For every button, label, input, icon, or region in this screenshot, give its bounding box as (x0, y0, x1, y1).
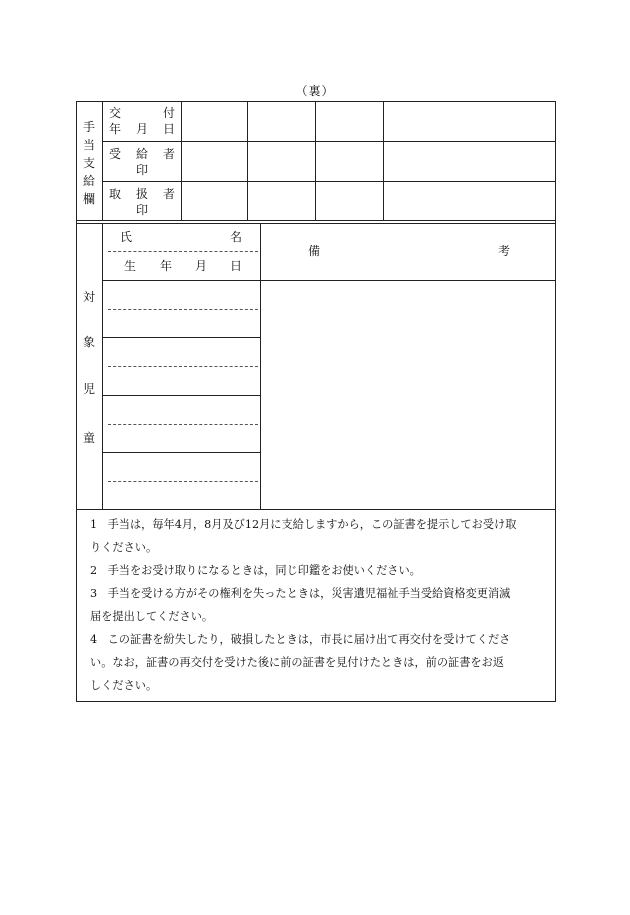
child-row-divider-3 (102, 452, 260, 453)
remarks-header-left: 備 (308, 244, 321, 258)
note-1-cont (90, 536, 157, 559)
side-char: 支 (82, 156, 95, 170)
note-number: 3 (90, 587, 98, 600)
handler-seal-label: 印 (136, 203, 149, 217)
dob-header-birth: 生 (124, 259, 137, 273)
dob-header-day: 日 (230, 259, 243, 273)
recipient-label-left: 受 (109, 147, 122, 161)
note-text: い。なお，証書の再交付を受けた後に前の証書を見付けたときは，前の証書をお返 (90, 656, 504, 669)
issue-date-month: 月 (136, 122, 149, 136)
note-text: りください。 (90, 541, 158, 554)
header-name-dob-divider (108, 251, 258, 252)
note-3 (90, 582, 510, 605)
recipient-label-right: 者 (163, 147, 176, 161)
note-text: 届を提出してください。 (90, 610, 214, 623)
page-title: （裏） (295, 84, 335, 98)
allowance-col-divider-1 (181, 101, 182, 221)
section-separator-bottom (76, 223, 556, 224)
note-2 (90, 559, 421, 582)
handler-label-mid: 扱 (136, 187, 149, 201)
note-1 (90, 513, 516, 536)
allowance-side-label (81, 120, 97, 210)
note-number: 1 (90, 518, 98, 531)
note-4 (90, 628, 510, 651)
recipient-label-mid: 給 (136, 147, 149, 161)
side-char: 手 (82, 120, 95, 134)
name-header-right: 名 (230, 230, 243, 244)
note-text: 手当は，毎年4月，8月及び12月に支給しますから，この証書を提示してお受け取 (107, 518, 517, 531)
note-text: 手当をお受け取りになるときは，同じ印鑑をお使いください。 (107, 564, 421, 577)
note-text: しください。 (90, 679, 158, 692)
child-side-char: 対 (83, 290, 96, 304)
note-4-cont-2 (90, 674, 157, 697)
handler-label-left: 取 (109, 187, 122, 201)
allowance-row-divider-1 (102, 141, 556, 142)
issue-date-year: 年 (109, 122, 122, 136)
recipient-seal-label: 印 (136, 163, 149, 177)
allowance-col-divider-2 (247, 101, 248, 221)
child-side-char: 童 (83, 431, 96, 445)
allowance-side-divider (102, 101, 103, 221)
child-side-divider (102, 223, 103, 509)
child-row-3-dash (108, 424, 258, 425)
child-name-col-divider (260, 223, 261, 509)
name-header-left: 氏 (120, 230, 133, 244)
child-side-char: 象 (83, 335, 96, 349)
dob-header-year: 年 (160, 259, 173, 273)
issue-date-label-right: 付 (163, 106, 176, 120)
note-text: 手当を受ける方がその権利を失ったときは，災害遺児福祉手当受給資格変更消滅 (107, 587, 511, 600)
allowance-col-divider-3 (315, 101, 316, 221)
issue-date-day: 日 (163, 122, 176, 136)
note-4-cont-1 (90, 651, 504, 674)
note-number: 4 (90, 633, 98, 646)
child-side-char: 児 (83, 382, 96, 396)
issue-date-label-left: 交 (109, 106, 122, 120)
allowance-col-divider-4 (383, 101, 384, 221)
handler-label-right: 者 (163, 187, 176, 201)
side-char: 欄 (82, 192, 95, 206)
dob-header-month: 月 (195, 259, 208, 273)
side-char: 給 (82, 174, 95, 188)
remarks-header-right: 考 (498, 244, 511, 258)
note-number: 2 (90, 564, 98, 577)
allowance-row-divider-2 (102, 181, 556, 182)
note-text: この証書を紛失したり，破損したときは，市長に届け出て再交付を受けてくださ (107, 633, 511, 646)
section-separator-top (76, 220, 556, 221)
note-3-cont (90, 605, 213, 628)
child-row-1-dash (108, 309, 258, 310)
child-row-divider-1 (102, 337, 260, 338)
side-char: 当 (82, 138, 95, 152)
notes-top-border (76, 509, 556, 510)
child-row-2-dash (108, 366, 258, 367)
child-row-4-dash (108, 481, 258, 482)
child-header-bottom (102, 280, 556, 281)
certificate-back-form (76, 101, 556, 702)
child-row-divider-2 (102, 395, 260, 396)
